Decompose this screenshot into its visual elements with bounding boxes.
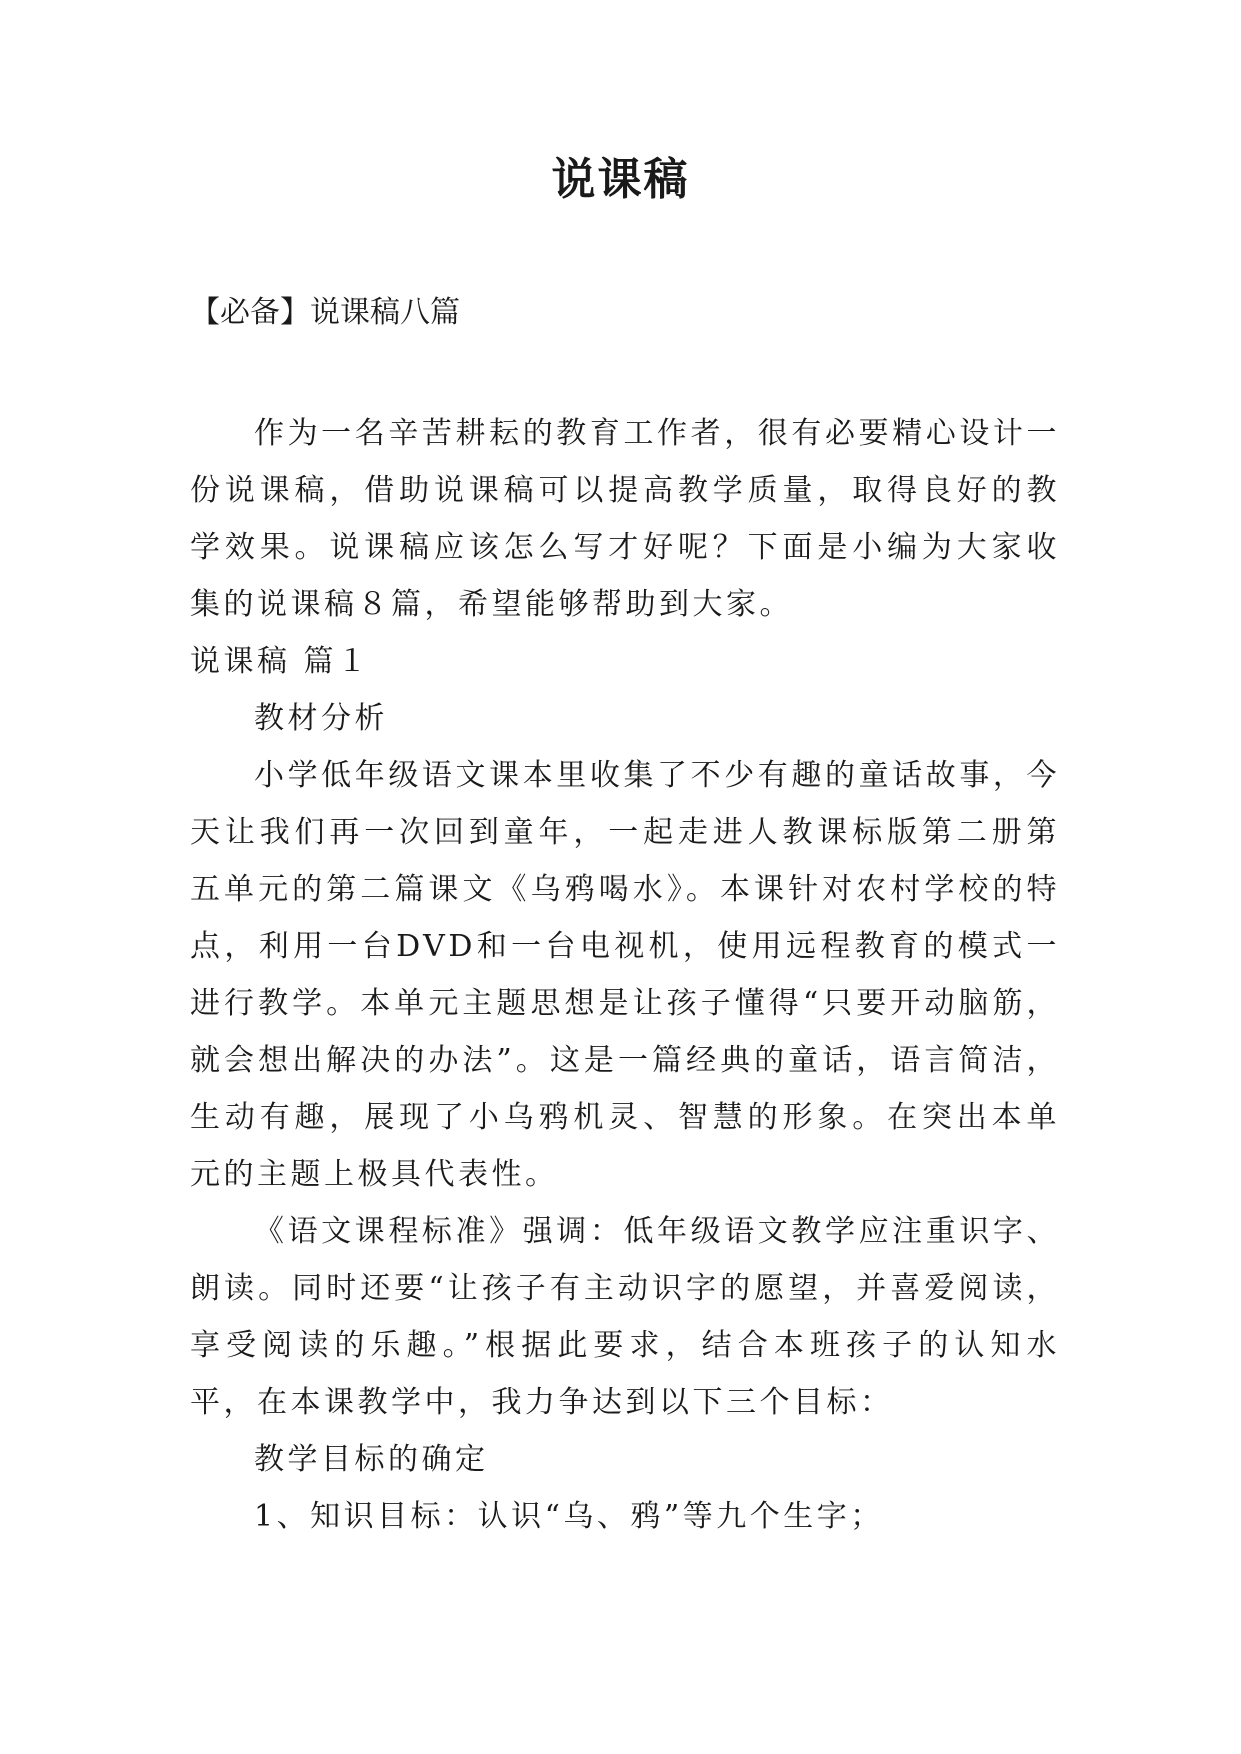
- page-title: 说课稿: [551, 154, 690, 205]
- intro-paragraph: 作为一名辛苦耕耘的教育工作者，很有必要精心设计一份说课稿，借助说课稿可以提高教学质量，取得良好的教学效果。说课稿应该怎么写才好呢？下面是小编为大家收集的说课稿８篇，希望能够帮助到大家。: [190, 416, 1060, 622]
- curriculum-standard-paragraph: 《语文课程标准》强调：低年级语文教学应注重识字、朗读。同时还要“让孩子有主动识字的愿望，并喜爱阅读，享受阅读的乐趣。”根据此要求，结合本班孩子的认知水平，在本课教学中，我力争达到以下三个目标：: [190, 1214, 1060, 1420]
- subheading-teaching-goals: 教学目标的确定: [254, 1442, 489, 1477]
- document-subtitle: 【必备】说课稿八篇: [190, 295, 460, 330]
- material-analysis-paragraph: 小学低年级语文课本里收集了不少有趣的童话故事，今天让我们再一次回到童年，一起走进人教课标版第二册第五单元的第二篇课文《乌鸦喝水》。本课针对农村学校的特点，利用一台DVD和一台电视机，使用远程教育的模式一进行教学。本单元主题思想是让孩子懂得“只要开动脑筋，就会想出解决的办法”。这是一篇经典的童话，语言简洁，生动有趣，展现了小乌鸦机灵、智慧的形象。在突出本单元的主题上极具代表性。: [190, 758, 1060, 1192]
- document-body: [190, 405, 1060, 1545]
- knowledge-goal-item: 1、知识目标：认识“乌、鸦”等九个生字；: [254, 1499, 884, 1534]
- section-heading: 说课稿 篇１: [190, 644, 371, 679]
- subheading-material-analysis: 教材分析: [254, 701, 388, 736]
